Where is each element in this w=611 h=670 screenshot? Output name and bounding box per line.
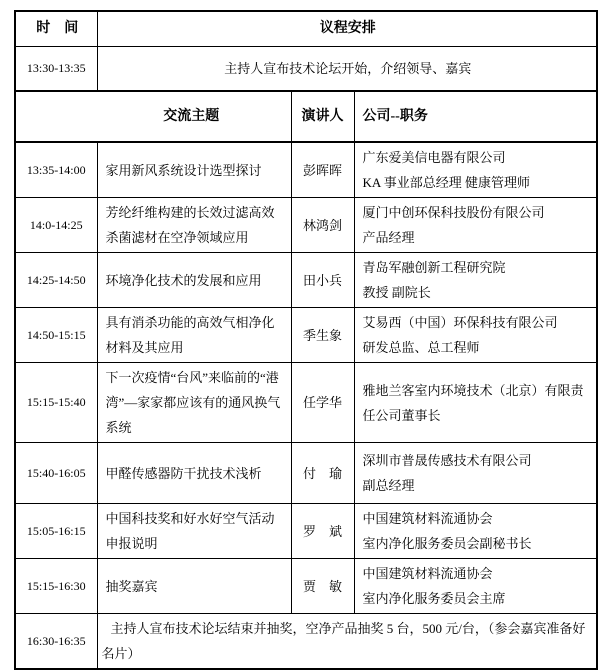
session-title: 研发总监、总工程师 (362, 340, 480, 355)
session-topic: 抽奖嘉宾 (97, 559, 291, 614)
session-topic: 环境净化技术的发展和应用 (97, 253, 291, 308)
session-company: 中国建筑材料流通协会 (362, 566, 493, 581)
session-company-cell (354, 443, 597, 504)
session-title: 教授 副院长 (362, 285, 431, 300)
subheader-row (15, 91, 597, 142)
session-row (15, 308, 597, 363)
session-speaker: 付 瑜 (291, 443, 354, 504)
subheader-topic-cell: 交流主题 (15, 91, 291, 142)
session-company: 厦门中创环保科技股份有限公司 (362, 205, 545, 220)
session-company-cell (354, 559, 597, 614)
session-topic: 中国科技奖和好水好空气活动申报说明 (97, 504, 291, 559)
session-time: 14:50-15:15 (15, 308, 97, 363)
session-company: 艾易西（中国）环保科技有限公司 (362, 315, 558, 330)
subheader-speaker-cell: 演讲人 (291, 91, 354, 142)
subheader-company-cell: 公司--职务 (354, 91, 597, 142)
session-time: 13:35-14:00 (15, 142, 97, 198)
session-time: 14:25-14:50 (15, 253, 97, 308)
session-topic: 下一次疫情“台风”来临前的“港湾”—家家都应该有的通风换气系统 (97, 363, 291, 443)
session-company-cell (354, 308, 597, 363)
session-topic: 甲醛传感器防干扰技术浅析 (97, 443, 291, 504)
session-company: 中国建筑材料流通协会 (362, 511, 493, 526)
agenda-table (14, 10, 598, 670)
session-company: 广东爱美信电器有限公司 (362, 150, 506, 165)
session-company-cell (354, 142, 597, 198)
session-row (15, 363, 597, 443)
opening-time-cell: 13:30-13:35 (15, 47, 97, 92)
session-speaker: 罗 斌 (291, 504, 354, 559)
closing-text: 主持人宣布技术论坛结束并抽奖，空净产品抽奖 5 台，500 元/台，（参会嘉宾准备好名片） (101, 621, 586, 661)
session-title: 室内净化服务委员会副秘书长 (362, 536, 532, 551)
session-topic: 芳纶纤维构建的长效过滤高效杀菌滤材在空净领域应用 (97, 198, 291, 253)
session-speaker: 季生象 (291, 308, 354, 363)
session-title: KA 事业部总经理 健康管理师 (362, 175, 531, 190)
session-row (15, 142, 597, 198)
session-speaker: 任学华 (291, 363, 354, 443)
session-company-cell (354, 363, 597, 443)
session-speaker: 田小兵 (291, 253, 354, 308)
session-title: 产品经理 (362, 230, 415, 245)
session-row (15, 198, 597, 253)
closing-row (15, 614, 597, 670)
session-time: 15:15-16:30 (15, 559, 97, 614)
session-row (15, 253, 597, 308)
session-company: 深圳市普晟传感技术有限公司 (362, 453, 532, 468)
session-title: 室内净化服务委员会主席 (362, 591, 506, 606)
opening-text-cell: 主持人宣布技术论坛开始，介绍领导、嘉宾 (97, 47, 597, 92)
session-speaker: 彭晖晖 (291, 142, 354, 198)
closing-text-cell (97, 614, 597, 670)
session-company: 青岛军融创新工程研究院 (362, 260, 506, 275)
session-company-cell (354, 253, 597, 308)
session-row (15, 559, 597, 614)
session-company-cell (354, 198, 597, 253)
session-time: 15:40-16:05 (15, 443, 97, 504)
session-title: 副总经理 (362, 478, 415, 493)
session-row (15, 443, 597, 504)
session-company-cell (354, 504, 597, 559)
header-agenda-cell: 议程安排 (97, 11, 597, 47)
session-topic: 家用新风系统设计选型探讨 (97, 142, 291, 198)
header-row (15, 11, 597, 47)
session-time: 15:15-15:40 (15, 363, 97, 443)
session-topic: 具有消杀功能的高效气相净化材料及其应用 (97, 308, 291, 363)
session-speaker: 林鸿剑 (291, 198, 354, 253)
opening-row (15, 47, 597, 92)
session-row (15, 504, 597, 559)
session-time: 15:05-16:15 (15, 504, 97, 559)
closing-time-cell: 16:30-16:35 (15, 614, 97, 670)
session-speaker: 贾 敏 (291, 559, 354, 614)
session-time: 14:0-14:25 (15, 198, 97, 253)
header-time-cell: 时 间 (15, 11, 97, 47)
session-company: 雅地兰客室内环境技术（北京）有限责任公司董事长 (362, 382, 584, 423)
